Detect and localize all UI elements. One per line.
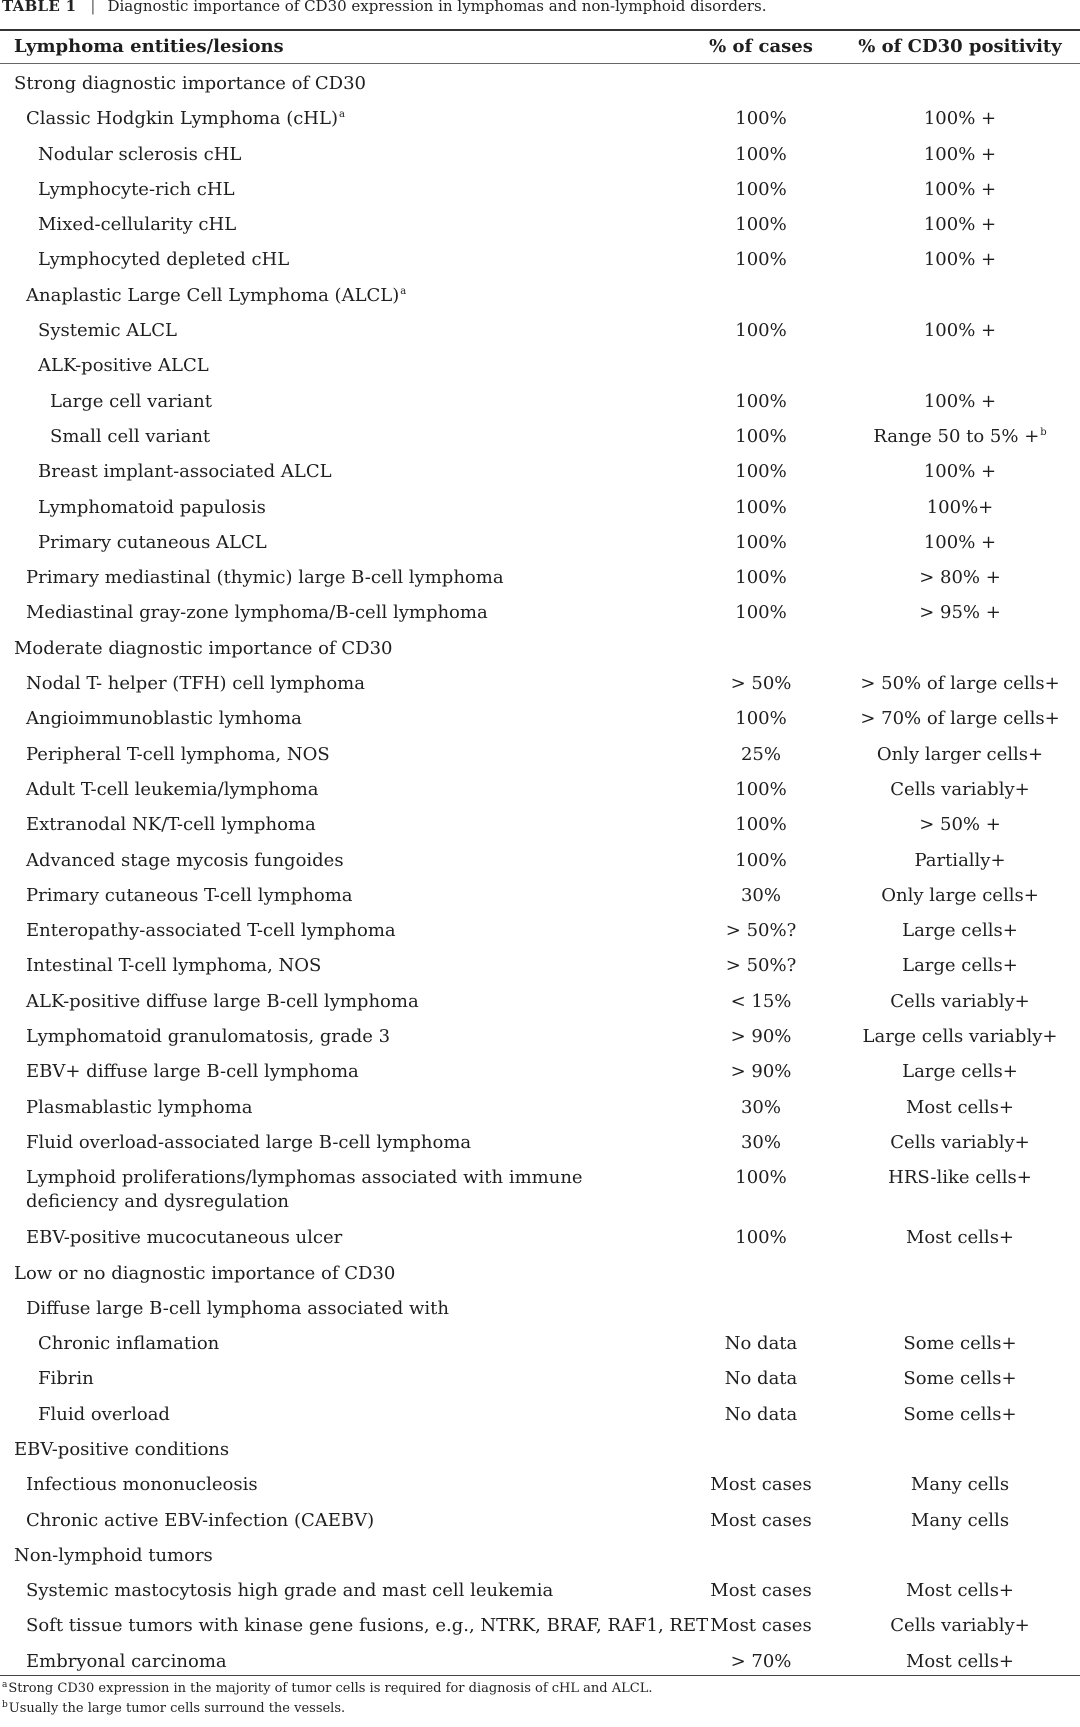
entity-cell (26, 1614, 708, 1638)
positivity-cell (852, 496, 1068, 520)
positivity-cell (852, 248, 1068, 272)
section-header-row (0, 1432, 1080, 1467)
table-row (0, 454, 1080, 489)
entity-cell (26, 1226, 342, 1250)
cases-cell: 100% (735, 390, 787, 412)
cases-cell: 100% (735, 320, 787, 342)
positivity-cell (852, 813, 1068, 837)
positivity-cell (852, 425, 1068, 449)
entity-label: Chronic active EBV-infection (CAEBV) (26, 1509, 375, 1531)
header-entity: Lymphoma entities/lesions (14, 36, 284, 57)
entity-cell (26, 1096, 252, 1120)
entity-cell (26, 1166, 666, 1214)
caption-text: Diagnostic importance of CD30 expression in lymphomas and non-lymphoid disorders. (107, 0, 767, 15)
footnote-text: Strong CD30 expression in the majority of tumor cells is required for diagnosis of cHL and ALCL. (8, 1681, 653, 1696)
entity-label: Lymphocyte-rich cHL (38, 178, 235, 200)
positivity-cell (852, 601, 1068, 625)
section-header-row (0, 631, 1080, 666)
entity-cell (26, 1579, 553, 1603)
positivity-value: Large cells variably+ (862, 1026, 1058, 1048)
entity-label: Small cell variant (50, 425, 211, 447)
table-row (0, 1608, 1080, 1643)
table-row (0, 595, 1080, 630)
entity-label: Classic Hodgkin Lymphoma (cHL) (26, 108, 338, 130)
entity-label: Intestinal T-cell lymphoma, NOS (26, 955, 322, 977)
cases-cell: 100% (735, 1227, 787, 1249)
table-row (0, 313, 1080, 348)
table-row (0, 984, 1080, 1019)
entity-label: Nodal T- helper (TFH) cell lymphoma (26, 673, 365, 695)
section-title (14, 1262, 395, 1286)
positivity-value: Cells variably+ (890, 1615, 1030, 1637)
entity-label: Lymphomatoid papulosis (38, 496, 266, 518)
cases-cell: > 70% (730, 1650, 792, 1672)
cases-cell: 30% (740, 1131, 781, 1153)
table-row (0, 1125, 1080, 1160)
entity-label: Mediastinal gray-zone lymphoma/B-cell lymphoma (26, 602, 488, 624)
table-row (0, 948, 1080, 983)
positivity-value: 100% + (923, 249, 997, 271)
entity-label: Embryonal carcinoma (26, 1650, 227, 1672)
entity-label: Primary cutaneous T-cell lymphoma (26, 884, 353, 906)
cases-cell: 100% (735, 814, 787, 836)
positivity-value: 100% + (923, 108, 997, 130)
cases-cell: No data (724, 1333, 798, 1355)
table-caption (2, 0, 766, 16)
table-row (0, 242, 1080, 277)
positivity-value: 100%+ (926, 496, 994, 518)
positivity-value: 100% + (923, 531, 997, 553)
entity-label: Non-lymphoid tumors (14, 1544, 213, 1566)
cases-cell: 25% (740, 743, 781, 765)
positivity-value: > 80% + (919, 567, 1001, 589)
entity-label: Mixed-cellularity cHL (38, 214, 237, 236)
entity-cell (26, 1060, 359, 1084)
table-row (0, 666, 1080, 701)
table-row (0, 384, 1080, 419)
footnote (2, 1679, 652, 1699)
positivity-cell (852, 143, 1068, 167)
positivity-value: Cells variably+ (890, 778, 1030, 800)
table-row (0, 772, 1080, 807)
cases-cell: 100% (735, 214, 787, 236)
cases-cell: 100% (735, 849, 787, 871)
table-row (0, 348, 1080, 383)
entity-cell (26, 1131, 471, 1155)
cases-cell: 100% (735, 178, 787, 200)
entity-label: ALK-positive diffuse large B-cell lymphoma (26, 990, 419, 1012)
entity-label: Nodular sclerosis cHL (38, 143, 242, 165)
positivity-cell (852, 1509, 1068, 1533)
cases-cell: 30% (740, 884, 781, 906)
table-row (0, 137, 1080, 172)
table-row (0, 1573, 1080, 1608)
cases-cell: 100% (735, 143, 787, 165)
entity-label: Infectious mononucleosis (26, 1474, 258, 1496)
cases-cell: > 90% (730, 1026, 792, 1048)
cases-cell: 100% (735, 1167, 787, 1189)
cases-cell: No data (724, 1403, 798, 1425)
positivity-cell (852, 178, 1068, 202)
table-row (0, 207, 1080, 242)
table-row (0, 1326, 1080, 1361)
positivity-value: Most cells+ (905, 1227, 1015, 1249)
positivity-cell (852, 1403, 1068, 1427)
cases-cell: 30% (740, 1096, 781, 1118)
table-footnotes (2, 1679, 652, 1719)
positivity-cell (852, 319, 1068, 343)
cases-cell: > 90% (730, 1061, 792, 1083)
entity-cell (26, 990, 419, 1014)
section-title (14, 1438, 229, 1462)
entity-cell (38, 178, 235, 202)
entity-cell (26, 884, 353, 908)
entity-cell (26, 107, 345, 131)
entity-label: EBV+ diffuse large B-cell lymphoma (26, 1061, 359, 1083)
cases-cell: 100% (735, 108, 787, 130)
footnote (2, 1699, 652, 1719)
positivity-cell (852, 1096, 1068, 1120)
cases-cell: > 50%? (725, 955, 797, 977)
entity-cell (26, 743, 330, 767)
positivity-value: Partially+ (914, 849, 1006, 871)
positivity-value: > 95% + (919, 602, 1001, 624)
table-row (0, 560, 1080, 595)
entity-cell (26, 1509, 374, 1533)
cases-cell: 100% (735, 249, 787, 271)
entity-label: Large cell variant (50, 390, 212, 412)
table-row (0, 1291, 1080, 1326)
entity-cell (26, 954, 321, 978)
entity-label: ALK-positive ALCL (38, 355, 209, 377)
entity-label: Primary mediastinal (thymic) large B-cell lymphoma (26, 567, 504, 589)
entity-label: Chronic inflamation (38, 1333, 220, 1355)
positivity-cell (852, 1579, 1068, 1603)
entity-label: Fluid overload-associated large B-cell lymphoma (26, 1131, 472, 1153)
entity-cell (38, 319, 177, 343)
entity-label: Soft tissue tumors with kinase gene fusions, e.g., NTRK, BRAF, RAF1, RET (26, 1615, 709, 1637)
entity-cell (26, 566, 504, 590)
positivity-value: Many cells (910, 1509, 1010, 1531)
positivity-cell (852, 1473, 1068, 1497)
entity-cell (38, 496, 266, 520)
table-row (0, 1054, 1080, 1089)
entity-cell (38, 531, 267, 555)
positivity-value: > 50% + (919, 814, 1001, 836)
positivity-cell (852, 954, 1068, 978)
entity-cell (26, 601, 488, 625)
entity-label: Adult T-cell leukemia/lymphoma (26, 778, 319, 800)
positivity-cell (852, 919, 1068, 943)
table-row (0, 101, 1080, 136)
positivity-cell (852, 778, 1068, 802)
header-positivity: % of CD30 positivity (858, 36, 1062, 57)
entity-label: EBV-positive mucocutaneous ulcer (26, 1227, 343, 1249)
positivity-value: Only large cells+ (881, 884, 1039, 906)
entity-cell (38, 1403, 170, 1427)
cases-cell: 100% (735, 567, 787, 589)
footnote-marker: b (1040, 426, 1047, 438)
positivity-value: HRS-like cells+ (888, 1167, 1032, 1189)
positivity-value: Some cells+ (903, 1403, 1017, 1425)
table-row (0, 807, 1080, 842)
positivity-cell (852, 672, 1068, 696)
cases-cell: 100% (735, 496, 787, 518)
section-title (14, 1544, 213, 1568)
table-header-rule (0, 63, 1080, 64)
entity-cell (38, 354, 209, 378)
entity-label: Extranodal NK/T-cell lymphoma (26, 814, 316, 836)
positivity-cell (852, 990, 1068, 1014)
entity-label: Systemic ALCL (38, 320, 177, 342)
table-row (0, 278, 1080, 313)
cases-cell: Most cases (710, 1580, 812, 1602)
positivity-value: Most cells+ (905, 1096, 1015, 1118)
positivity-cell (852, 531, 1068, 555)
entity-cell (38, 143, 241, 167)
entity-cell (50, 390, 212, 414)
positivity-cell (852, 1332, 1068, 1356)
positivity-value: Large cells+ (902, 1061, 1018, 1083)
table-row (0, 490, 1080, 525)
entity-cell (26, 1297, 449, 1321)
positivity-value: 100% + (923, 178, 997, 200)
positivity-value: 100% + (923, 320, 997, 342)
positivity-value: Some cells+ (903, 1333, 1017, 1355)
positivity-cell (852, 1060, 1068, 1084)
positivity-value: > 50% of large cells+ (860, 673, 1060, 695)
positivity-value: Cells variably+ (890, 1131, 1030, 1153)
cases-cell: < 15% (730, 990, 792, 1012)
table-body (0, 66, 1080, 1679)
positivity-cell (852, 1166, 1068, 1190)
positivity-cell (852, 1131, 1068, 1155)
positivity-cell (852, 707, 1068, 731)
table-row (0, 1467, 1080, 1502)
table-row (0, 843, 1080, 878)
entity-cell (38, 248, 289, 272)
cases-cell: 100% (735, 461, 787, 483)
table-row (0, 1019, 1080, 1054)
cases-cell: > 50%? (725, 920, 797, 942)
positivity-value: 100% + (923, 143, 997, 165)
entity-label: Fluid overload (38, 1403, 170, 1425)
positivity-cell (852, 390, 1068, 414)
positivity-value: Many cells (910, 1474, 1010, 1496)
positivity-cell (852, 1367, 1068, 1391)
positivity-cell (852, 1226, 1068, 1250)
entity-label: EBV-positive conditions (14, 1438, 230, 1460)
footnote-marker: a (338, 109, 345, 121)
entity-label: Advanced stage mycosis fungoides (26, 849, 344, 871)
positivity-cell (852, 849, 1068, 873)
entity-label: Lymphomatoid granulomatosis, grade 3 (26, 1026, 391, 1048)
footnote-mark: b (2, 1700, 8, 1710)
table-row (0, 1160, 1080, 1220)
cases-cell: > 50% (730, 673, 792, 695)
cases-cell: Most cases (710, 1615, 812, 1637)
positivity-value: Most cells+ (905, 1580, 1015, 1602)
positivity-value: Most cells+ (905, 1650, 1015, 1672)
positivity-cell (852, 884, 1068, 908)
caption-separator: | (90, 0, 96, 15)
entity-label: Diffuse large B-cell lymphoma associated with (26, 1297, 449, 1319)
entity-cell (26, 672, 365, 696)
cases-cell: 100% (735, 425, 787, 447)
cases-cell: Most cases (710, 1474, 812, 1496)
positivity-value: Range 50 to 5% + (873, 425, 1040, 447)
table-row (0, 1503, 1080, 1538)
table-header-row (0, 31, 1080, 63)
entity-cell (26, 1650, 227, 1674)
table-row (0, 1397, 1080, 1432)
positivity-cell (852, 1614, 1068, 1638)
entity-label: Lymphoid proliferations/lymphomas associated with immune deficiency and dysregulation (26, 1167, 583, 1213)
table-row (0, 525, 1080, 560)
entity-cell (26, 849, 344, 873)
table-row (0, 701, 1080, 736)
positivity-value: Only larger cells+ (876, 743, 1044, 765)
footnote-marker: a (400, 285, 407, 297)
entity-cell (38, 213, 236, 237)
entity-label: Plasmablastic lymphoma (26, 1096, 253, 1118)
table-row (0, 419, 1080, 454)
positivity-value: 100% + (923, 461, 997, 483)
table-row (0, 737, 1080, 772)
entity-label: Systemic mastocytosis high grade and mast cell leukemia (26, 1580, 554, 1602)
entity-label: Moderate diagnostic importance of CD30 (14, 637, 393, 659)
cases-cell: 100% (735, 602, 787, 624)
entity-label: Primary cutaneous ALCL (38, 531, 267, 553)
cases-cell: 100% (735, 708, 787, 730)
positivity-cell (852, 1025, 1068, 1049)
entity-label: Breast implant-associated ALCL (38, 461, 332, 483)
positivity-value: 100% + (923, 390, 997, 412)
table-row (0, 172, 1080, 207)
positivity-cell (852, 566, 1068, 590)
positivity-value: Large cells+ (902, 920, 1018, 942)
entity-cell (38, 460, 332, 484)
footnote-text: Usually the large tumor cells surround the vessels. (8, 1701, 346, 1716)
positivity-value: Cells variably+ (890, 990, 1030, 1012)
entity-label: Lymphocyted depleted cHL (38, 249, 290, 271)
table-row (0, 1361, 1080, 1396)
positivity-value: Some cells+ (903, 1368, 1017, 1390)
positivity-value: > 70% of large cells+ (860, 708, 1060, 730)
table-label: TABLE 1 (2, 0, 77, 15)
entity-cell (26, 1025, 390, 1049)
section-title (14, 637, 393, 661)
table-row (0, 1090, 1080, 1125)
positivity-cell (852, 1650, 1068, 1674)
entity-cell (38, 1332, 219, 1356)
positivity-cell (852, 460, 1068, 484)
table-row (0, 1644, 1080, 1679)
entity-label: Fibrin (38, 1368, 94, 1390)
entity-cell (26, 707, 302, 731)
entity-cell (38, 1367, 94, 1391)
entity-cell (26, 813, 316, 837)
table-bottom-rule (0, 1675, 1080, 1676)
table-row (0, 913, 1080, 948)
entity-cell (26, 1473, 258, 1497)
cases-cell: 100% (735, 778, 787, 800)
header-cases: % of cases (709, 36, 813, 57)
positivity-cell (852, 213, 1068, 237)
positivity-cell (852, 107, 1068, 131)
entity-label: Low or no diagnostic importance of CD30 (14, 1262, 396, 1284)
entity-cell (26, 919, 396, 943)
entity-label: Anaplastic Large Cell Lymphoma (ALCL) (26, 284, 400, 306)
section-header-row (0, 66, 1080, 101)
table-row (0, 878, 1080, 913)
entity-label: Strong diagnostic importance of CD30 (14, 73, 366, 94)
entity-cell (26, 284, 406, 308)
positivity-value: 100% + (923, 214, 997, 236)
cases-cell: No data (724, 1368, 798, 1390)
entity-cell (26, 778, 319, 802)
entity-label: Angioimmunoblastic lymhoma (26, 708, 302, 730)
entity-cell (50, 425, 210, 449)
section-header-row (0, 1256, 1080, 1291)
footnote-mark: a (2, 1680, 8, 1690)
entity-label: Enteropathy-associated T-cell lymphoma (26, 920, 396, 942)
positivity-cell (852, 743, 1068, 767)
entity-label: Peripheral T-cell lymphoma, NOS (26, 743, 330, 765)
table-row (0, 1220, 1080, 1255)
section-header-row (0, 1538, 1080, 1573)
cases-cell: Most cases (710, 1509, 812, 1531)
positivity-value: Large cells+ (902, 955, 1018, 977)
cases-cell: 100% (735, 531, 787, 553)
section-title (14, 72, 366, 96)
